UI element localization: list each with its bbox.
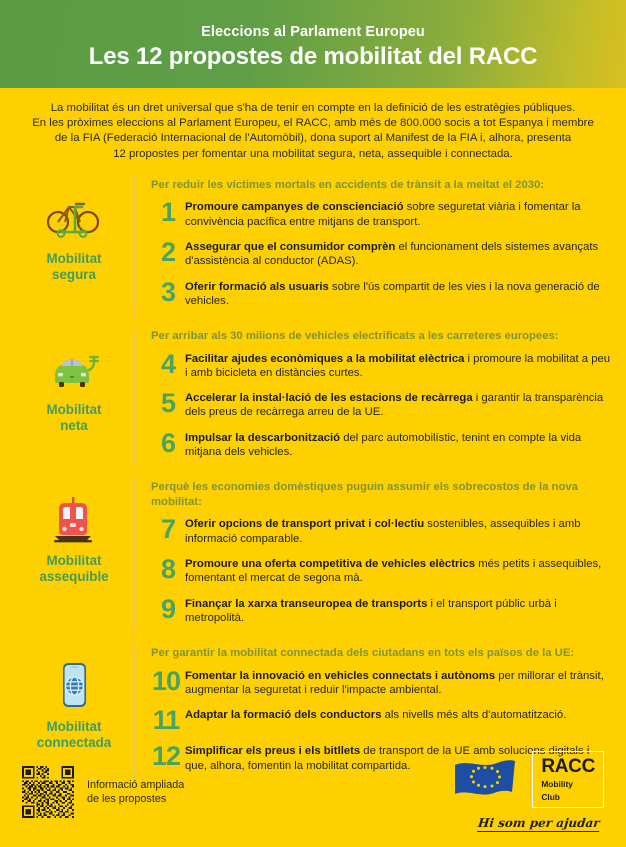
section-label-line-1: Mobilitat <box>46 250 102 266</box>
proposal-text-bold: Fomentar la innovació en vehicles connectats i autònoms <box>185 669 496 682</box>
section-label <box>46 251 101 283</box>
proposal-text-rest: i promoure la mobilitat a peu i amb bicicleta en distàncies curtes. <box>185 352 611 379</box>
proposal-text-bold: Oferir opcions de transport privat i col·lectiu <box>185 518 425 531</box>
proposal-item <box>151 278 612 309</box>
section-label-group <box>14 327 134 468</box>
train-icon <box>48 495 100 545</box>
proposal-number: 1 <box>160 197 176 228</box>
section-label-line-2: assequible <box>39 569 109 585</box>
section-heading: Per garantir la mobilitat connectada dels ciutadans en tots els països de la UE: <box>151 647 575 660</box>
eu-flag-icon <box>452 757 518 803</box>
racc-logo <box>532 751 604 808</box>
section-content <box>134 478 612 634</box>
proposal-text <box>185 350 612 381</box>
electric-car-icon <box>45 346 103 392</box>
proposal-number: 4 <box>160 348 176 379</box>
proposal-text <box>185 278 612 309</box>
proposal-number: 5 <box>160 388 176 419</box>
section-label <box>39 553 108 585</box>
qr-caption-line-1: Informació ampliada <box>87 778 185 791</box>
section-icon-wrapper <box>52 660 96 712</box>
section-label-line-1: Mobilitat <box>46 402 102 418</box>
proposal-number: 9 <box>160 593 176 624</box>
proposal-text-rest: sobre seguretat viària i fomentar la convivència pacífica entre mitjans de transport. <box>185 201 581 228</box>
proposal-text-bold: Finançar la xarxa transeuropea de transports <box>185 597 428 610</box>
section-assequible <box>0 472 626 634</box>
proposal-text-rest: el funcionament dels sistemes avançats d'assistència al conductor (ADAS). <box>185 240 599 268</box>
proposal-text-bold: Adaptar la formació dels conductors <box>185 709 382 722</box>
proposal-text <box>185 595 612 626</box>
section-label-group <box>14 478 134 634</box>
section-heading: Per arribar als 30 milions de vehicles electrificats a les carreteres europees: <box>151 330 559 343</box>
proposal-text <box>185 706 566 722</box>
proposal-text-bold: Assegurar que el consumidor comprèn <box>185 240 396 253</box>
header-kicker: Eleccions al Parlament Europeu <box>201 23 425 40</box>
proposal-number: 12 <box>151 741 181 772</box>
intro-line-4: 12 propostes per fomentar una mobilitat segura, neta, assequible i connectada. <box>113 147 513 160</box>
proposal-text <box>185 515 612 546</box>
section-icon-wrapper <box>45 192 103 244</box>
racc-tagline: Hi som per ajudar <box>477 816 601 830</box>
section-label <box>46 402 101 434</box>
proposal-number: 2 <box>160 236 176 267</box>
page-footer <box>0 742 626 847</box>
proposal-text-rest: del parc automobilístic, tenint en compte la vida mitjana dels vehicles. <box>185 431 582 459</box>
proposal-item <box>151 389 612 420</box>
proposal-text <box>185 389 612 420</box>
proposal-text-rest: per millorar el trànsit, augmentar la seguretat i reduir l'impacte ambiental. <box>185 669 604 696</box>
proposal-number: 8 <box>160 553 176 584</box>
proposal-item <box>151 198 612 229</box>
proposal-number: 3 <box>160 276 176 307</box>
proposal-item <box>151 515 612 546</box>
proposal-text-rest: i el transport públic urbà i metropolità. <box>185 597 557 624</box>
intro-line-2: En les pròximes eleccions al Parlament Europeu, el RACC, amb més de 800.000 socis a tot Espanya i membre <box>32 117 594 130</box>
proposal-text-rest: sobre l'ús compartit de les vies i la nova generació de vehicles. <box>185 280 600 307</box>
proposal-text-rest: sostenibles, assequibles i amb informació comparable. <box>185 518 581 545</box>
proposal-text-bold: Facilitar ajudes econòmiques a la mobilitat elèctrica <box>185 352 465 365</box>
qr-caption-line-2: de les propostes <box>87 792 167 805</box>
proposal-text-bold: Promoure campanyes de conscienciació <box>185 201 404 214</box>
proposal-number: 6 <box>160 427 176 458</box>
proposal-item <box>151 555 612 586</box>
proposal-number: 10 <box>151 665 181 696</box>
proposal-text <box>185 667 612 698</box>
section-label-line-2: segura <box>52 266 96 282</box>
proposal-item <box>151 595 612 626</box>
qr-code-icon[interactable] <box>22 766 74 818</box>
smartphone-globe-icon <box>52 660 96 712</box>
section-segura <box>0 170 626 317</box>
racc-logo-sub-line-1: Mobility <box>541 779 573 789</box>
bicycle-scooter-icon <box>45 195 103 241</box>
footer-qr-group <box>22 766 184 818</box>
section-label-line-2: neta <box>60 418 88 434</box>
proposal-text <box>185 238 612 269</box>
sections-container <box>0 170 626 782</box>
proposal-text-bold: Simplificar els preus i els bitllets <box>185 745 361 758</box>
section-content <box>134 176 612 317</box>
proposal-text <box>185 429 612 460</box>
section-icon-wrapper <box>48 494 100 546</box>
proposal-text-rest: i garantir la transparència dels preus de recàrrega arreu de la UE. <box>185 392 604 419</box>
racc-logo-sub-line-2: Club <box>541 792 560 802</box>
intro-paragraph <box>0 88 626 170</box>
racc-logo-name: RACC <box>541 756 595 777</box>
proposal-item <box>151 350 612 381</box>
section-neta <box>0 321 626 468</box>
footer-logos-group <box>452 751 604 832</box>
proposal-item <box>151 429 612 460</box>
section-content <box>134 327 612 468</box>
proposal-text <box>185 555 612 586</box>
page-title: Les 12 propostes de mobilitat del RACC <box>88 42 538 70</box>
proposal-text-rest: de transport de la UE amb solucions digitals i que, alhora, fomentin la mobilitat compartida. <box>185 745 590 772</box>
section-heading: Perquè les economies domèstiques puguin assumir els sobrecostos de la nova mobilitat: <box>151 481 578 508</box>
section-label-line-2: connectada <box>36 735 112 751</box>
intro-line-3: de la FIA (Federació Internacional de l'Automòbil), dona suport al Manifest de la FIA i, alhora, presenta <box>54 132 572 145</box>
proposal-number: 7 <box>160 514 176 545</box>
proposal-text <box>185 198 612 229</box>
section-label-group <box>14 176 134 317</box>
proposal-text-rest: als nivells més alts d'automatització. <box>381 709 567 722</box>
intro-line-1: La mobilitat és un dret universal que s'ha de tenir en compte en la definició de les estratègies públiques. <box>50 102 576 114</box>
proposal-item <box>151 705 612 736</box>
proposal-text-bold: Oferir formació als usuaris <box>185 280 329 293</box>
section-icon-wrapper <box>45 343 103 395</box>
logos-row <box>452 751 604 808</box>
proposal-item <box>151 667 612 698</box>
proposal-item <box>151 238 612 269</box>
section-label-line-1: Mobilitat <box>46 719 102 735</box>
proposal-text-bold: Accelerar la instal·lació de les estacions de recàrrega <box>185 392 473 405</box>
proposal-number: 11 <box>152 705 180 736</box>
proposal-text-bold: Impulsar la descarbonització <box>185 431 341 444</box>
qr-caption <box>87 778 184 806</box>
page-header <box>0 0 626 88</box>
proposal-text-rest: més petits i assequibles, fomentant el mercat de segona mà. <box>185 557 602 585</box>
section-label-line-1: Mobilitat <box>46 553 102 569</box>
proposal-text-bold: Promoure una oferta competitiva de vehicles elèctrics <box>185 557 476 570</box>
section-heading: Per reduir les víctimes mortals en accidents de trànsit a la meitat el 2030: <box>151 178 545 191</box>
